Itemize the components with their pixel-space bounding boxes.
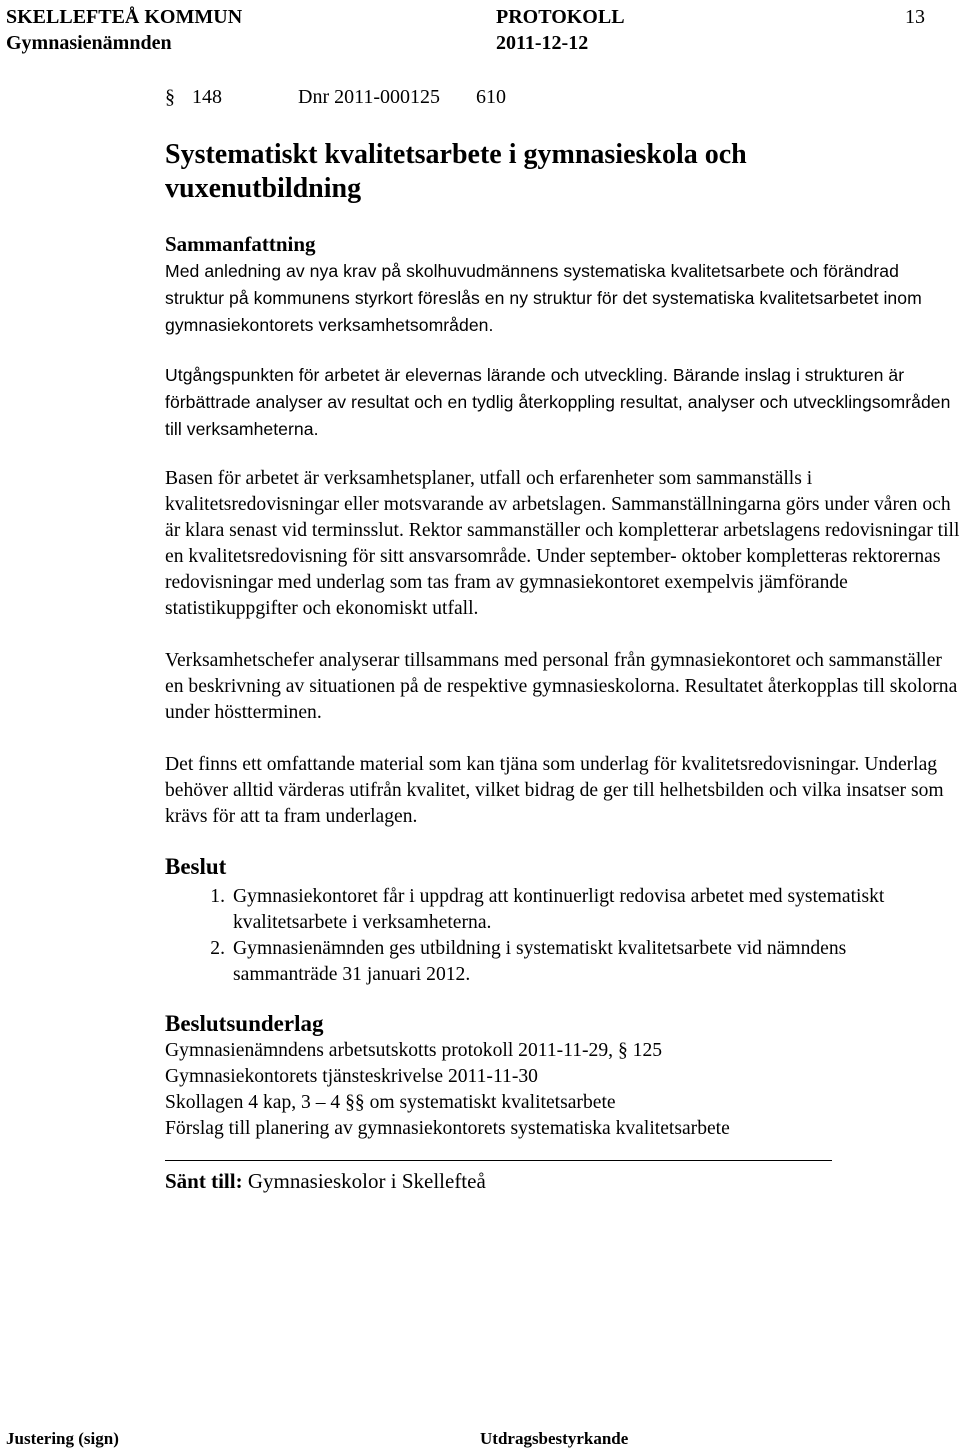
header-board: Gymnasienämnden: [6, 32, 172, 54]
header-org: SKELLEFTEÅ KOMMUN: [6, 6, 243, 28]
sent-to: [165, 1168, 486, 1194]
body-paragraph-3: Det finns ett omfattande material som kan tjäna som underlag för kvalitetsredovisningar. Underlag behöver alltid värderas utifrån kvalitet, vilket bidrag de ger till helhetsbilden och vilka insatser som krävs för att ta fram underlagen.: [165, 754, 944, 827]
basis-line: Skollagen 4 kap, 3 – 4 §§ om systematiskt kvalitetsarbete: [165, 1092, 616, 1113]
basis-heading: Beslutsunderlag: [165, 1011, 324, 1036]
decision-heading: Beslut: [165, 854, 227, 879]
header-doctype: PROTOKOLL: [496, 6, 625, 28]
section-number: 148: [192, 86, 222, 108]
section-dnr: Dnr 2011-000125: [298, 86, 441, 108]
header-date: 2011-12-12: [496, 32, 589, 54]
decision-item-text: Gymnasiekontoret får i uppdrag att kontinuerligt redovisa arbetet med systematiskt kvalitetsarbete i verksamheterna.: [233, 886, 885, 933]
decision-item-number: 1.: [210, 886, 225, 907]
summary-heading: Sammanfattning: [165, 232, 316, 256]
page-title: Systematiskt kvalitetsarbete i gymnasieskola och vuxenutbildning: [165, 139, 747, 204]
section-code: 610: [476, 86, 506, 108]
decision-item: [210, 884, 953, 936]
footer-justering: Justering (sign): [6, 1429, 119, 1448]
sent-to-label: Sänt till:: [165, 1169, 243, 1193]
section-line: [165, 86, 506, 109]
body-paragraph-1: Basen för arbetet är verksamhetsplaner, utfall och erfarenheter som sammanställs i kvalitetsredovisningar eller motsvarande av arbetslagen. Sammanställningarna görs under våren och är klara senast vid terminsslut. Rektor sammanställer och kompletterar arbetslagens redovisningar till en kvalitetsredovisning för sitt ansvarsområde. Under september- oktober kompletteras rektorernas redovisningar med underlag som tas fram av gymnasiekontoret exempelvis jämförande statistikuppgifter och ekonomiskt utfall.: [165, 468, 960, 619]
sent-to-value: Gymnasieskolor i Skellefteå: [247, 1169, 486, 1193]
paragraph-sign: §: [165, 86, 175, 108]
header-page-number: 13: [905, 6, 925, 28]
summary-paragraph-1: Med anledning av nya krav på skolhuvudmännens systematiska kvalitetsarbete och förändrad struktur på kommunens styrkort föreslås en ny struktur för det systematiska kvalitetsarbetet inom gymnasiekontorets verksamhetsområden.: [165, 261, 922, 335]
decision-item-text: Gymnasienämnden ges utbildning i systematiskt kvalitetsarbete vid nämndens sammanträde 31 januari 2012.: [233, 938, 847, 985]
summary-paragraph-2: Utgångspunkten för arbetet är elevernas lärande och utveckling. Bärande inslag i strukturen är förbättrade analyser av resultat och en tydlig återkoppling resultat, analyser och utvecklingsområden till verksamheterna.: [165, 365, 951, 439]
decision-item-number: 2.: [210, 938, 225, 959]
decision-item: [210, 936, 953, 988]
footer-utdragsbestyrkande: Utdragsbestyrkande: [480, 1429, 629, 1448]
decision-list: [165, 884, 953, 988]
basis-line: Gymnasienämndens arbetsutskotts protokoll 2011-11-29, § 125: [165, 1040, 663, 1061]
body-paragraph-2: Verksamhetschefer analyserar tillsammans med personal från gymnasiekontoret och sammanställer en beskrivning av situationen på de respektive gymnasieskolorna. Resultatet återkopplas till skolorna under höstterminen.: [165, 650, 958, 723]
basis-line: Förslag till planering av gymnasiekontorets systematiska kvalitetsarbete: [165, 1118, 730, 1139]
divider: [165, 1160, 832, 1161]
basis-line: Gymnasiekontorets tjänsteskrivelse 2011-11-30: [165, 1066, 538, 1087]
